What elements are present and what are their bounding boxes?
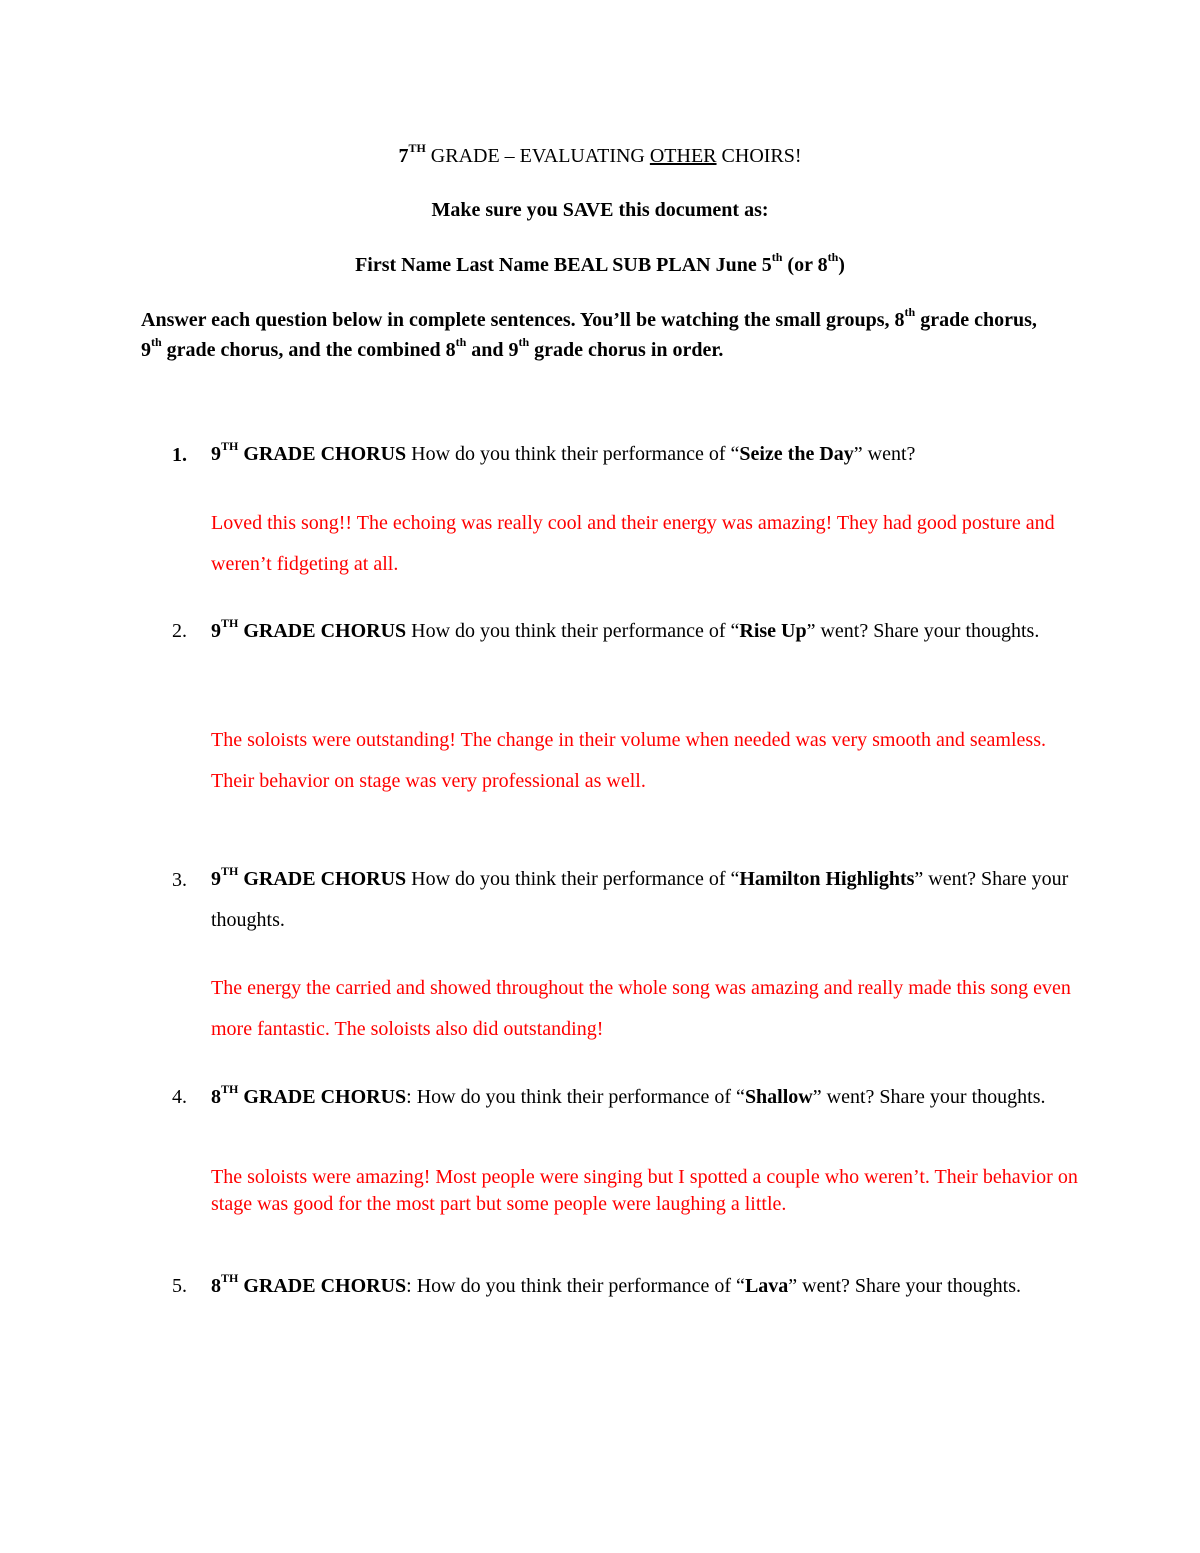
question-number: 3.	[172, 869, 187, 891]
filename-end: )	[838, 254, 845, 276]
grade-label: GRADE CHORUS	[238, 620, 407, 642]
song-title: Hamilton Highlights	[739, 868, 915, 890]
filename-mid: (or 8	[782, 254, 828, 276]
filename-instruction	[0, 250, 1200, 277]
question-prompt	[211, 859, 1071, 941]
prompt-text-end: ” went? Share your thoughts.	[806, 620, 1040, 642]
intro-paragraph	[141, 305, 1061, 365]
question-number: 4.	[172, 1086, 187, 1108]
filename-sup-1: th	[771, 250, 783, 265]
intro-part-3: grade chorus, and the combined 8	[161, 339, 456, 361]
page-title	[0, 141, 1200, 168]
grade-number: 9	[211, 443, 221, 465]
title-prefix: 7	[398, 145, 409, 167]
intro-sup-4: th	[518, 335, 530, 350]
intro-part-5: grade chorus in order.	[529, 339, 724, 361]
question-number: 2.	[172, 620, 187, 642]
grade-number: 8	[211, 1275, 221, 1297]
intro-sup-1: th	[904, 305, 916, 320]
question-number: 1.	[172, 444, 187, 466]
answer-text: The soloists were amazing! Most people were singing but I spotted a couple who weren’t. Their behavior on stage was good for the most part but some people were laughing a little.	[211, 1166, 1078, 1215]
question-number: 5.	[172, 1275, 187, 1297]
title-underlined-word: OTHER	[649, 145, 717, 167]
filename-main: First Name Last Name BEAL SUB PLAN June 5	[355, 254, 772, 276]
grade-label: GRADE CHORUS	[238, 1086, 407, 1108]
title-superscript: TH	[408, 141, 426, 156]
filename-sup-2: th	[827, 250, 839, 265]
answer-text: The soloists were outstanding! The change in their volume when needed was very smooth and seamless. Their behavior on stage was very professional as well.	[211, 729, 1046, 792]
prompt-text: How do you think their performance of “	[406, 620, 740, 642]
title-suffix: CHOIRS!	[716, 145, 802, 167]
prompt-text: : How do you think their performance of “	[406, 1275, 745, 1297]
answer-text: Loved this song!! The echoing was really cool and their energy was amazing! They had good posture and weren’t fidgeting at all.	[211, 512, 1055, 575]
answer-text: The energy the carried and showed throughout the whole song was amazing and really made this song even more fantastic. The soloists also did outstanding!	[211, 977, 1071, 1040]
prompt-text: : How do you think their performance of “	[406, 1086, 745, 1108]
grade-superscript: TH	[221, 1271, 239, 1286]
grade-number: 9	[211, 620, 221, 642]
intro-part-2: grade chorus, 9	[141, 309, 1037, 361]
prompt-text: How do you think their performance of “	[406, 868, 740, 890]
question-prompt	[211, 434, 1071, 475]
grade-superscript: TH	[221, 864, 239, 879]
question-prompt	[211, 611, 1071, 652]
intro-part-4: and 9	[466, 339, 519, 361]
grade-superscript: TH	[221, 1082, 239, 1097]
question-prompt	[211, 1084, 1071, 1111]
grade-number: 8	[211, 1086, 221, 1108]
song-title: Shallow	[744, 1086, 813, 1108]
prompt-text: How do you think their performance of “	[406, 443, 740, 465]
prompt-text-end: ” went?	[853, 443, 916, 465]
question-prompt	[211, 1273, 1071, 1300]
prompt-text-end: ” went? Share your thoughts.	[812, 1086, 1046, 1108]
grade-superscript: TH	[221, 439, 239, 454]
grade-label: GRADE CHORUS	[238, 443, 407, 465]
intro-part-1: Answer each question below in complete sentences. You’ll be watching the small groups, 8	[141, 309, 905, 331]
save-instruction: Make sure you SAVE this document as:	[431, 199, 769, 221]
grade-label: GRADE CHORUS	[238, 1275, 407, 1297]
grade-superscript: TH	[221, 616, 239, 631]
intro-sup-2: th	[151, 335, 162, 350]
prompt-text-end: ” went? Share your thoughts.	[788, 1275, 1022, 1297]
grade-label: GRADE CHORUS	[238, 868, 407, 890]
title-middle: GRADE – EVALUATING	[425, 145, 650, 167]
song-title: Rise Up	[739, 620, 807, 642]
prompt-text-end: ” went? Share your thoughts.	[211, 868, 1069, 931]
song-title: Seize the Day	[739, 443, 854, 465]
song-title: Lava	[744, 1275, 789, 1297]
grade-number: 9	[211, 868, 221, 890]
intro-sup-3: th	[455, 335, 467, 350]
